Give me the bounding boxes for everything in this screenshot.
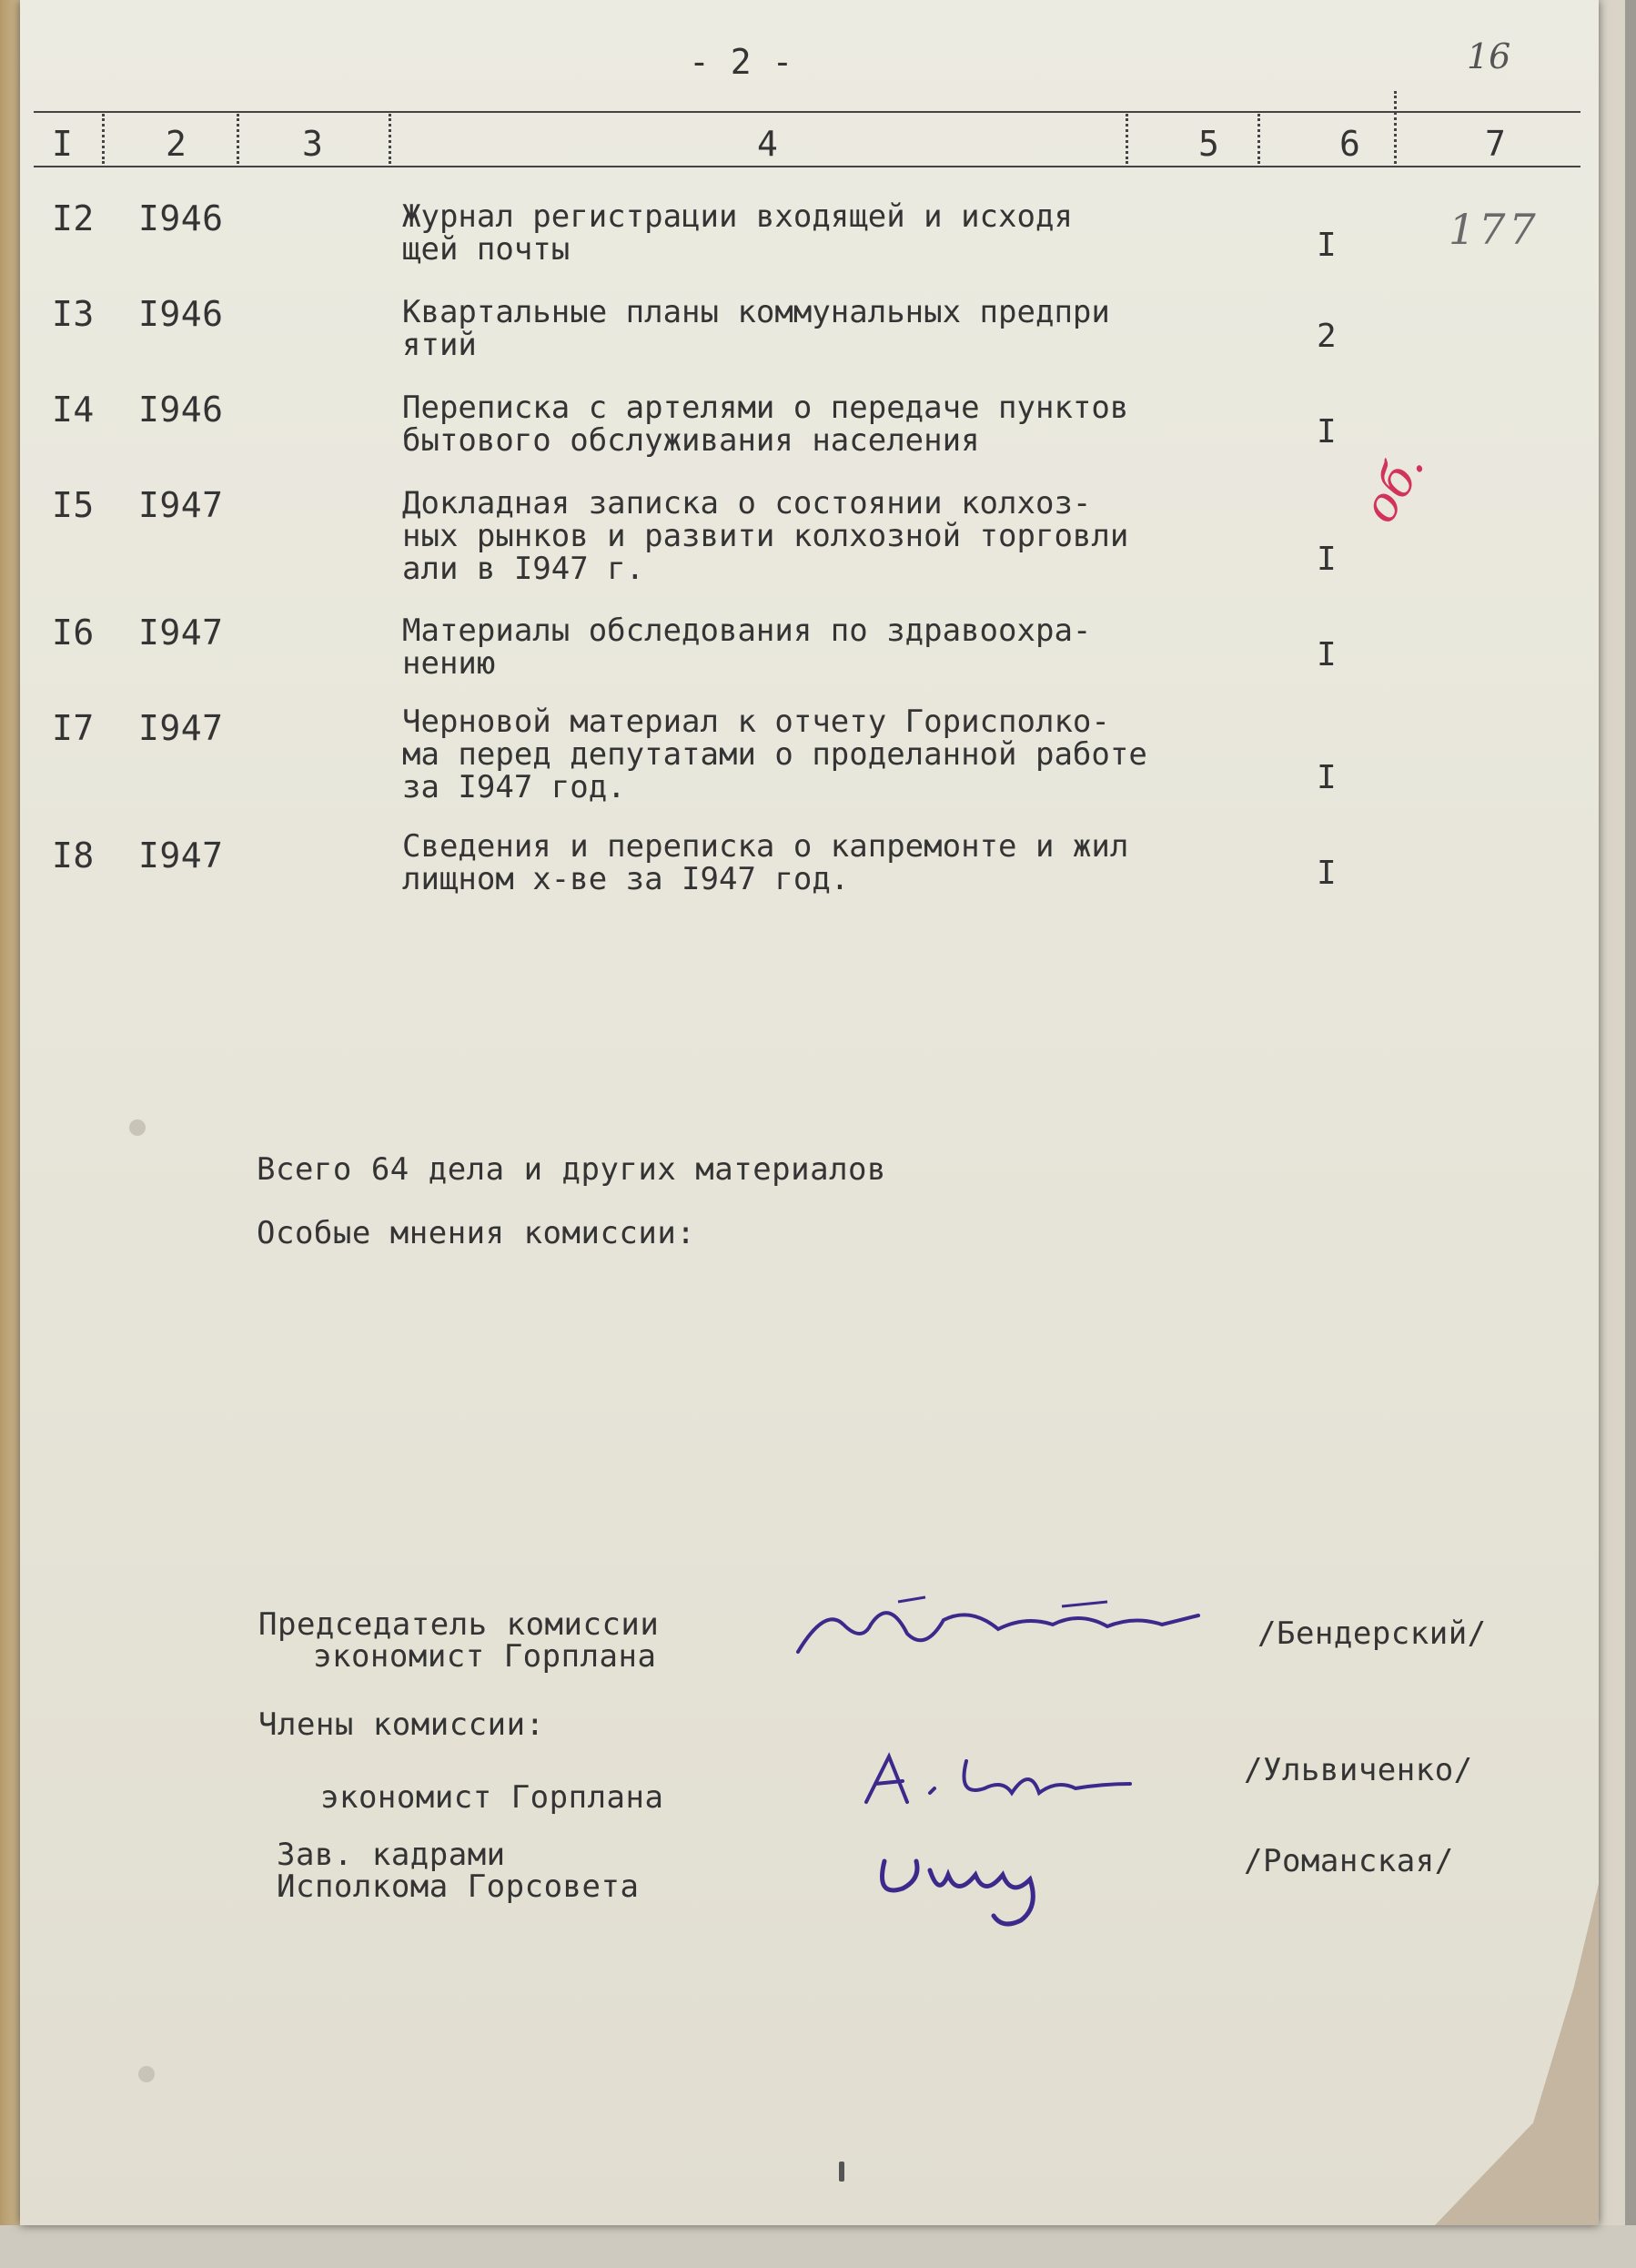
chair-title-line2: экономист Горплана — [313, 1638, 657, 1675]
member2-title-line2: Исполкома Горсовета — [277, 1868, 640, 1905]
page-number: - 2 - — [689, 42, 793, 82]
row-year: I946 — [138, 390, 224, 430]
col-divider-5 — [1257, 114, 1260, 164]
members-label: Члены комиссии: — [258, 1706, 545, 1743]
chair-signature — [789, 1588, 1207, 1670]
row-description — [402, 200, 1073, 266]
member2-title-line1: Зав. кадрами — [277, 1837, 506, 1873]
row-description-line: нению — [402, 645, 496, 682]
header-top-rule — [34, 111, 1580, 113]
handwritten-sheet-ref: 177 — [1449, 205, 1540, 254]
row-number: I4 — [52, 390, 95, 430]
background-right-shadow — [1625, 0, 1636, 2268]
row-year: I946 — [138, 198, 224, 238]
col-divider-4 — [1126, 114, 1128, 164]
col-header-5: 5 — [1198, 124, 1219, 164]
row-number: I2 — [52, 198, 95, 238]
row-description — [402, 830, 1128, 896]
row-description-line: лищном х-ве за I947 год. — [402, 861, 850, 897]
col-header-3: 3 — [302, 124, 323, 164]
row-description-line: Сведения и переписка о капремонте и жил — [402, 828, 1129, 865]
col-divider-2 — [237, 114, 239, 164]
special-opinions-line: Особые мнения комиссии: — [257, 1215, 696, 1251]
header-bottom-rule — [34, 166, 1580, 167]
row-count: 2 — [1317, 318, 1338, 355]
member2-name: /Романская/ — [1244, 1843, 1454, 1879]
row-year: I947 — [138, 708, 224, 748]
col-divider-1 — [102, 114, 105, 164]
col-divider-3 — [389, 114, 391, 164]
col-header-1: I — [52, 124, 73, 164]
row-count: I — [1317, 413, 1338, 451]
row-description-line: Черновой материал к отчету Горисполко- — [402, 704, 1110, 740]
member1-signature — [857, 1743, 1148, 1816]
row-description-line: Материалы обследования по здравоохра- — [402, 613, 1092, 649]
row-description — [402, 487, 1128, 585]
row-count: I — [1317, 541, 1338, 578]
row-year: I947 — [138, 835, 224, 876]
member1-title: экономист Горплана — [320, 1779, 664, 1816]
row-description-line: али в I947 г. — [402, 551, 645, 587]
row-description-line: Переписка с артелями о передаче пунктов — [402, 390, 1129, 426]
row-number: I8 — [52, 835, 95, 876]
row-number: I3 — [52, 294, 95, 334]
row-count: I — [1317, 855, 1338, 892]
handwritten-red-note: об. — [1351, 441, 1436, 532]
row-number: I5 — [52, 485, 95, 525]
member2-signature — [866, 1834, 1085, 1934]
corner-sheet-number: 16 — [1467, 36, 1511, 76]
col-header-7: 7 — [1485, 124, 1506, 164]
col-header-6: 6 — [1339, 124, 1360, 164]
total-line: Всего 64 дела и других материалов — [257, 1151, 887, 1188]
punch-hole — [129, 1119, 146, 1136]
document-sheet — [20, 0, 1599, 2225]
row-year: I947 — [138, 613, 224, 653]
row-description — [402, 705, 1147, 804]
row-description-line: ма перед депутатами о проделанной работе — [402, 736, 1147, 773]
background-bottom — [0, 2225, 1636, 2268]
row-year: I946 — [138, 294, 224, 334]
punch-hole — [839, 2162, 844, 2182]
row-description-line: за I947 год. — [402, 769, 626, 805]
row-description-line: ятий — [402, 327, 477, 363]
chair-title-line1: Председатель комиссии — [258, 1606, 660, 1643]
row-count: I — [1317, 227, 1338, 264]
member1-name: /Ульвиченко/ — [1244, 1752, 1473, 1788]
row-year: I947 — [138, 485, 224, 525]
row-count: I — [1317, 636, 1338, 673]
row-description-line: ных рынков и развити колхозной торговли — [402, 518, 1129, 554]
row-number: I6 — [52, 613, 95, 653]
row-description — [402, 391, 1128, 457]
row-description — [402, 614, 1091, 680]
folder-edge — [0, 0, 20, 2268]
punch-hole — [138, 2066, 155, 2082]
row-description-line: Журнал регистрации входящей и исходя — [402, 198, 1073, 235]
row-description — [402, 296, 1110, 361]
col-header-2: 2 — [166, 124, 187, 164]
row-description-line: Квартальные планы коммунальных предпри — [402, 294, 1110, 330]
chair-name: /Бендерский/ — [1257, 1615, 1487, 1652]
row-count: I — [1317, 759, 1338, 796]
row-number: I7 — [52, 708, 95, 748]
row-description-line: Докладная записка о состоянии колхоз- — [402, 485, 1092, 521]
row-description-line: бытового обслуживания населения — [402, 422, 980, 459]
row-description-line: щей почты — [402, 231, 571, 268]
col-header-4: 4 — [757, 124, 778, 164]
col-divider-6 — [1394, 91, 1397, 164]
